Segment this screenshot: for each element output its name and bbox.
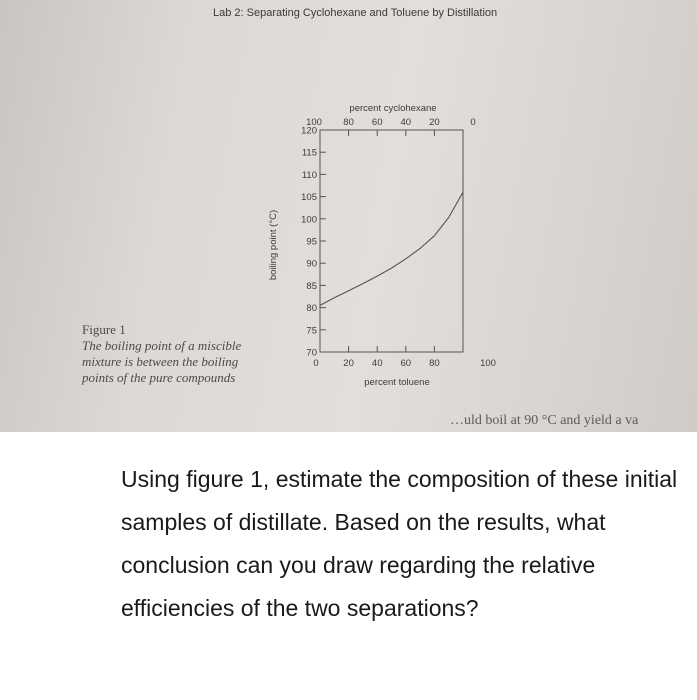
figure-caption bbox=[82, 322, 272, 386]
cutoff-text: …uld boil at 90 °C and yield a va bbox=[450, 413, 639, 428]
x2-tick-label: 100 bbox=[306, 117, 322, 128]
y-tick-label: 80 bbox=[306, 303, 317, 315]
x2-tick-label: 20 bbox=[429, 117, 440, 128]
plot-frame bbox=[320, 130, 463, 352]
y-axis bbox=[301, 126, 326, 359]
y-tick-label: 85 bbox=[306, 280, 317, 292]
figure-title: Figure 1 bbox=[82, 322, 126, 337]
x-tick-label: 40 bbox=[371, 358, 383, 369]
figure-caption-text: The boiling point of a miscible mixture is between the boiling points of the pure compounds bbox=[82, 338, 242, 385]
x-tick-label: 100 bbox=[480, 358, 496, 369]
y-axis-label: boiling point (°C) bbox=[268, 209, 279, 281]
x2-tick-label: 60 bbox=[371, 117, 383, 128]
y-tick-label: 95 bbox=[306, 236, 317, 248]
page-header: Lab 2: Separating Cyclohexane and Toluene by Distillation bbox=[213, 7, 498, 19]
question-text: Using figure 1, estimate the composition of these initial samples of distillate. Based on the results, what conclusion can you draw regarding the relative efficiencies of the two separations? bbox=[121, 466, 678, 621]
x-tick-label: 20 bbox=[343, 358, 354, 369]
y-tick-label: 90 bbox=[306, 258, 317, 270]
y-tick-label: 100 bbox=[301, 214, 317, 226]
x-axis-bottom bbox=[313, 346, 496, 369]
y-tick-label: 75 bbox=[306, 325, 317, 337]
y-tick-label: 105 bbox=[301, 192, 317, 204]
x2-tick-label: 80 bbox=[343, 117, 354, 128]
x-tick-label: 60 bbox=[400, 358, 412, 369]
x-axis-top bbox=[306, 117, 476, 136]
x-axis-label: percent toluene bbox=[364, 377, 430, 388]
y-tick-label: 120 bbox=[301, 125, 317, 137]
boiling-point-curve bbox=[320, 192, 463, 305]
x2-tick-label: 0 bbox=[470, 117, 476, 128]
x-tick-label: 0 bbox=[313, 358, 319, 369]
y-tick-label: 115 bbox=[301, 147, 317, 159]
y-tick-label: 70 bbox=[306, 347, 317, 359]
x2-axis-label: percent cyclohexane bbox=[349, 103, 437, 114]
y-tick-label: 110 bbox=[301, 169, 317, 181]
x2-tick-label: 40 bbox=[400, 117, 412, 128]
x-tick-label: 80 bbox=[429, 358, 440, 369]
